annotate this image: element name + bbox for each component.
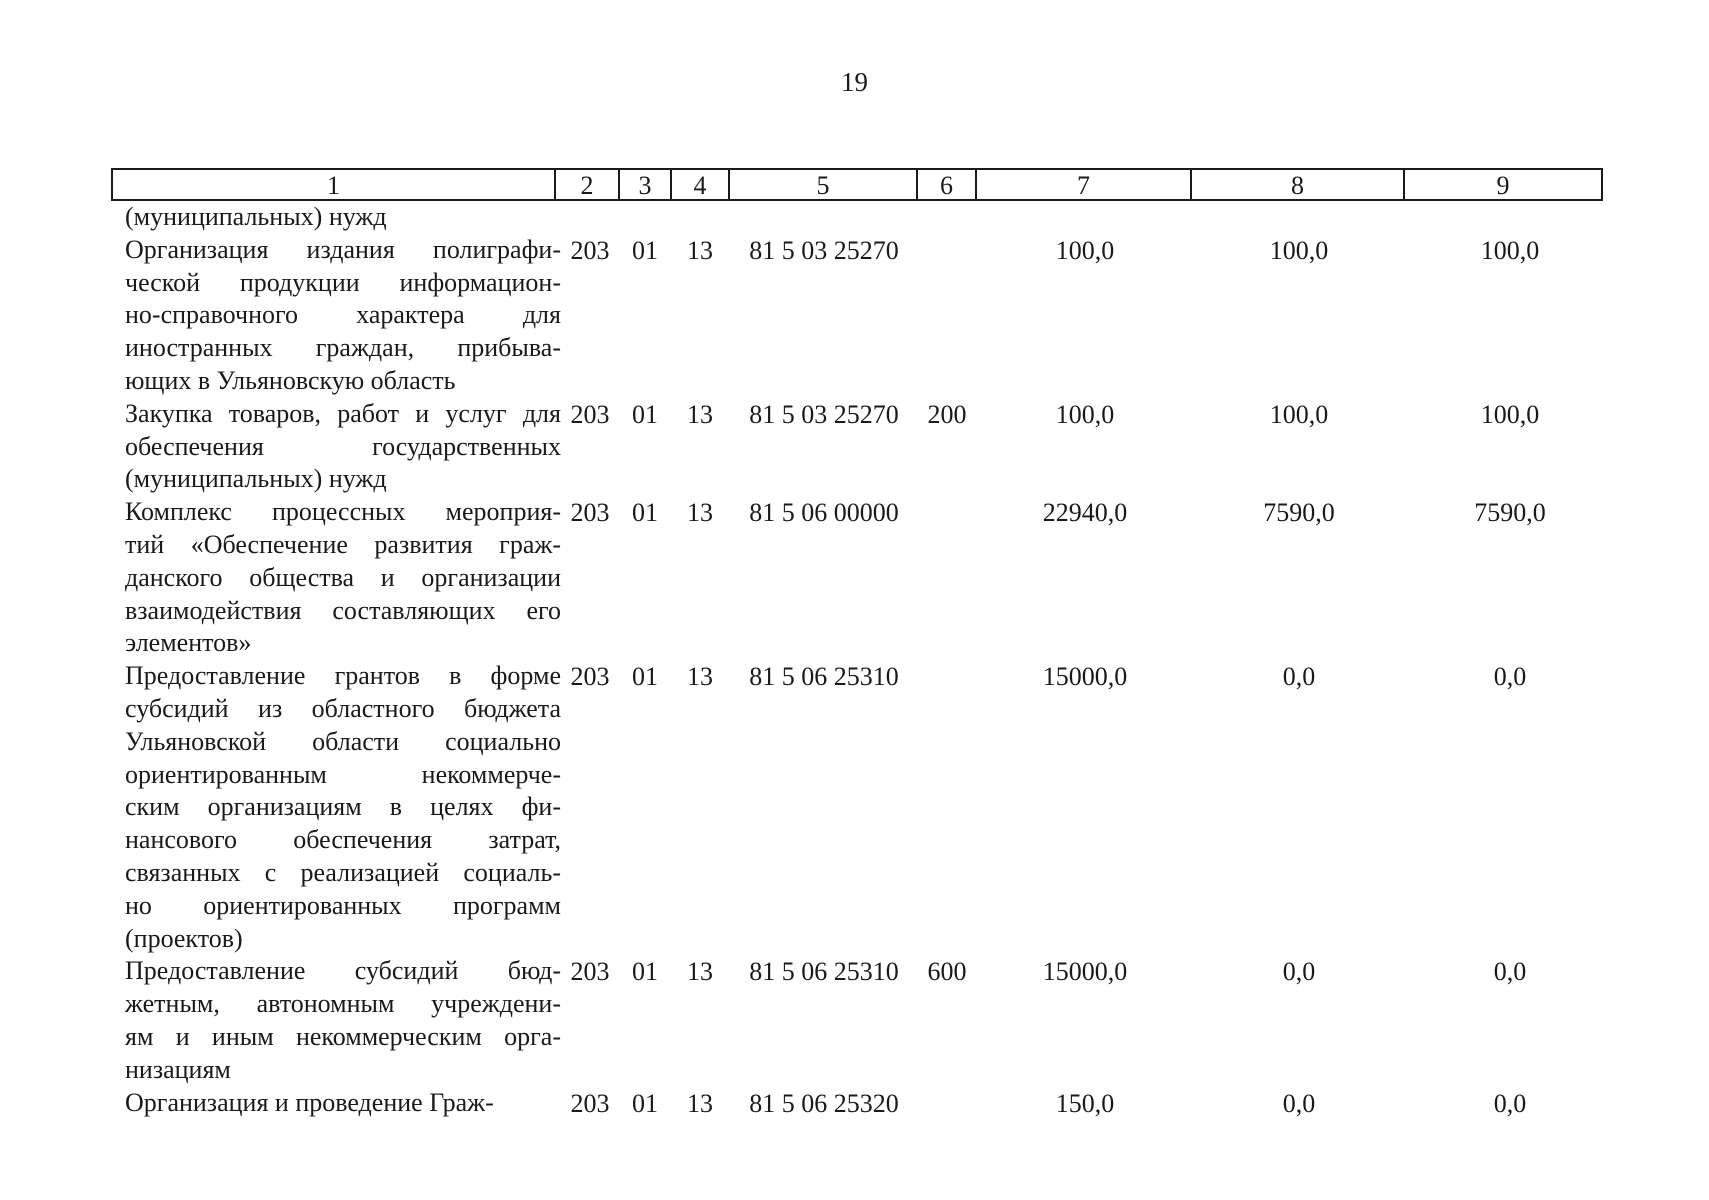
description-line: ям и иным некоммерческим орга- — [125, 1021, 561, 1051]
row-description — [125, 660, 561, 955]
cell-col-9: 0,0 — [1493, 957, 1527, 987]
cell-col-5: 81 5 03 25270 — [749, 399, 899, 429]
table-header-row — [111, 168, 1603, 201]
cell-col-8: 0,0 — [1282, 662, 1316, 692]
row-description — [125, 955, 561, 1086]
header-col-8: 8 — [1190, 170, 1403, 199]
description-line: обеспечения государственных — [125, 431, 561, 461]
description-line: иностранных граждан, прибыва- — [125, 333, 561, 363]
cell-col-5: 81 5 06 25310 — [749, 957, 899, 987]
description-line: (муниципальных) нужд — [125, 464, 387, 494]
description-line: взаимодействия составляющих его — [125, 595, 561, 625]
cell-col-7: 15000,0 — [1042, 662, 1128, 692]
description-line: ским организациям в целях фи- — [125, 792, 561, 822]
cell-col-8: 7590,0 — [1263, 498, 1335, 528]
row-description — [125, 1087, 561, 1120]
header-col-5: 5 — [728, 170, 916, 199]
table-row — [111, 398, 1601, 496]
cell-col-2: 203 — [570, 498, 610, 528]
cell-col-6: 200 — [927, 399, 967, 429]
page-number: 19 — [841, 67, 868, 97]
description-line: жетным, автономным учреждени- — [125, 989, 561, 1019]
row-description — [125, 234, 561, 398]
header-col-1: 1 — [327, 171, 340, 200]
description-line: ориентированным некоммерче- — [125, 759, 561, 789]
description-line: Предоставление грантов в форме — [125, 661, 561, 691]
cell-col-8: 100,0 — [1269, 399, 1329, 429]
cell-col-3: 01 — [632, 662, 658, 692]
row-description — [125, 496, 561, 660]
cell-col-2: 203 — [570, 235, 610, 265]
description-line: но ориентированных программ — [125, 890, 561, 920]
table-row — [111, 1087, 1601, 1120]
cell-col-5: 81 5 06 00000 — [749, 498, 899, 528]
cell-col-3: 01 — [632, 399, 658, 429]
cell-col-9: 7590,0 — [1474, 498, 1546, 528]
cell-col-3: 01 — [632, 957, 658, 987]
description-line: низациям — [125, 1054, 231, 1084]
description-line: элементов» — [125, 628, 252, 658]
description-line: субсидий из областного бюджета — [125, 693, 561, 723]
table-row — [111, 660, 1601, 955]
description-line: Закупка товаров, работ и услуг для — [125, 398, 561, 428]
cell-col-7: 15000,0 — [1042, 957, 1128, 987]
description-line: но-справочного характера для — [125, 300, 561, 330]
description-line: тий «Обеспечение развития граж- — [125, 529, 561, 559]
cell-col-8: 0,0 — [1282, 957, 1316, 987]
cell-col-2: 203 — [570, 399, 610, 429]
cell-col-8: 100,0 — [1269, 235, 1329, 265]
description-line: связанных с реализацией социаль- — [125, 857, 561, 887]
cell-col-6: 600 — [927, 957, 967, 987]
description-line: Комплекс процессных мероприя- — [125, 497, 561, 527]
cell-col-5: 81 5 03 25270 — [749, 235, 899, 265]
description-line: Организация и проведение Граж- — [125, 1087, 494, 1117]
header-col-2: 2 — [554, 170, 618, 199]
description-line: Ульяновской области социально — [125, 726, 561, 756]
cell-col-3: 01 — [632, 1088, 658, 1118]
cell-col-9: 100,0 — [1480, 235, 1540, 265]
cell-col-2: 203 — [570, 957, 610, 987]
cell-col-4: 13 — [687, 662, 713, 692]
cell-col-4: 13 — [687, 498, 713, 528]
cell-col-8: 0,0 — [1282, 1088, 1316, 1118]
header-col-9: 9 — [1403, 170, 1601, 199]
table-body — [111, 201, 1601, 1119]
header-col-3: 3 — [618, 170, 670, 199]
table-row — [111, 496, 1601, 660]
cell-col-7: 22940,0 — [1042, 498, 1128, 528]
cell-col-9: 100,0 — [1480, 399, 1540, 429]
budget-table — [111, 168, 1601, 1119]
cell-col-4: 13 — [687, 399, 713, 429]
cell-col-4: 13 — [687, 1088, 713, 1118]
description-line: Предоставление субсидий бюд- — [125, 956, 561, 986]
header-col-4: 4 — [670, 170, 728, 199]
table-row — [111, 234, 1601, 398]
table-row — [111, 955, 1601, 1086]
description-line: нансового обеспечения затрат, — [125, 825, 561, 855]
description-line: Организация издания полиграфи- — [125, 234, 561, 264]
row-description — [125, 201, 561, 234]
cell-col-5: 81 5 06 25320 — [749, 1088, 899, 1118]
cell-col-2: 203 — [570, 1088, 610, 1118]
cell-col-5: 81 5 06 25310 — [749, 662, 899, 692]
cell-col-9: 0,0 — [1493, 662, 1527, 692]
cell-col-3: 01 — [632, 235, 658, 265]
cell-col-7: 150,0 — [1055, 1088, 1115, 1118]
header-col-7: 7 — [975, 170, 1190, 199]
cell-col-4: 13 — [687, 957, 713, 987]
description-line: (муниципальных) нужд — [125, 202, 387, 231]
cell-col-2: 203 — [570, 662, 610, 692]
description-line: ческой продукции информацион- — [125, 267, 561, 297]
cell-col-4: 13 — [687, 235, 713, 265]
cell-col-3: 01 — [632, 498, 658, 528]
description-line: (проектов) — [125, 923, 243, 953]
cell-col-9: 0,0 — [1493, 1088, 1527, 1118]
row-description — [125, 398, 561, 496]
description-line: ющих в Ульяновскую область — [125, 365, 456, 395]
cell-col-7: 100,0 — [1055, 399, 1115, 429]
description-line: данского общества и организации — [125, 562, 561, 592]
table-row — [111, 201, 1601, 234]
header-col-6: 6 — [916, 170, 975, 199]
cell-col-7: 100,0 — [1055, 235, 1115, 265]
